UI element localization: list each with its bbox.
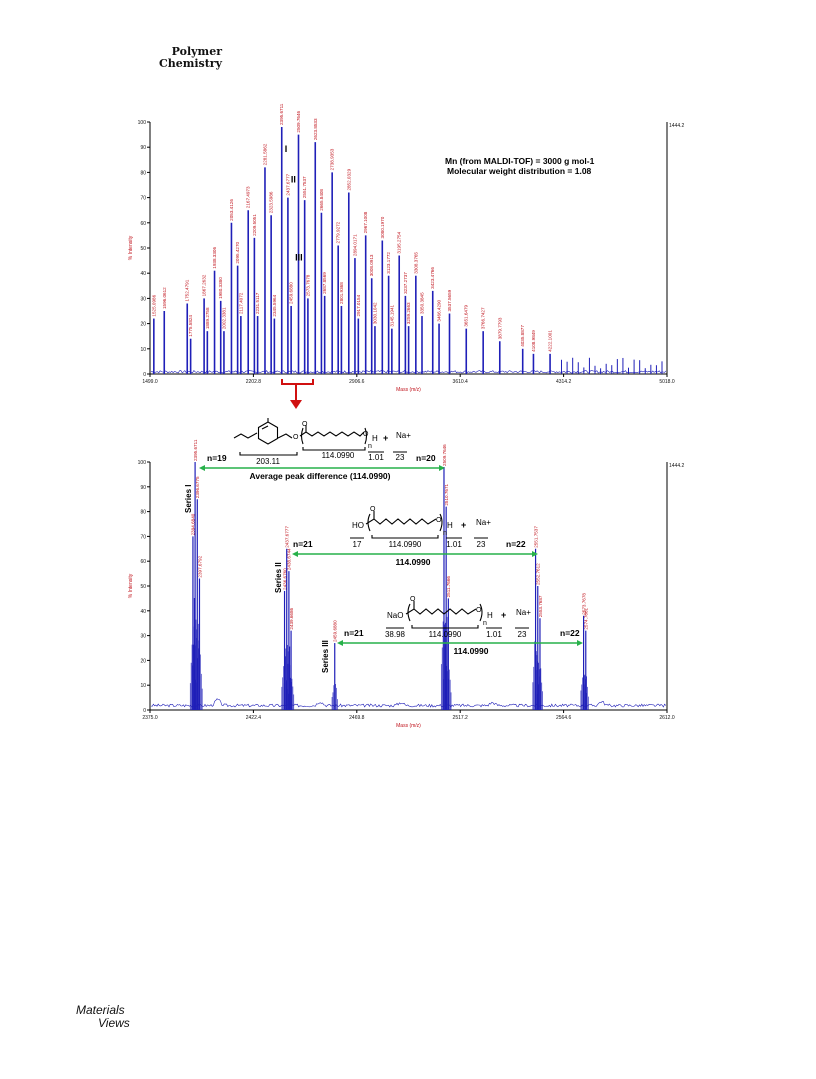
series-iii-3898: 38.98 [384, 630, 406, 639]
top-xlabel: Mass (m/z) [396, 387, 421, 393]
bottom-peak-label: 2395.6711 [192, 439, 198, 461]
series-iii-o-top: O [410, 596, 416, 603]
interval-3-arrow-head-right [577, 640, 583, 646]
series-ii-101: 1.01 [446, 540, 462, 549]
interval-2-right: n=22 [506, 539, 526, 549]
top-peak-label: 2917.0154 [355, 294, 361, 317]
bottom-peak-label: 2553.7687 [537, 595, 543, 618]
bottom-ytick-label: 90 [140, 484, 146, 491]
series-ii-plus: + [461, 520, 467, 530]
series-iii-structure [385, 596, 531, 639]
bottom-xlabel: Mass (m/z) [396, 723, 421, 729]
interval-1-right: n=20 [416, 453, 436, 463]
top-xtick-label: 4314.2 [555, 379, 572, 385]
top-ylabel: % Intensity [128, 235, 134, 261]
series-ii-chain [366, 519, 436, 524]
main-101: 1.01 [368, 453, 384, 462]
main-bracket-rep [303, 447, 365, 450]
bottom-peak-label: 2511.7666 [446, 576, 452, 598]
top-right-label: 1444.2 [669, 123, 685, 129]
bottom-peak-label: 2394.6840 [190, 513, 196, 536]
top-xtick-label: 2202.8 [245, 379, 262, 385]
top-ytick-label: 100 [137, 120, 146, 126]
top-peak-label: 1752.4791 [184, 279, 190, 302]
bottom-peak-label: 2396.6775 [195, 476, 201, 499]
main-23: 23 [395, 453, 405, 462]
bottom-ytick-label: 40 [140, 608, 146, 615]
allyl-chain [234, 433, 257, 438]
top-peak-label: 2573.7678 [305, 274, 311, 297]
bottom-xtick-label: 2612.0 [659, 715, 675, 721]
top-ytick-label: 80 [140, 170, 146, 177]
interval-1-arrow-head-left [199, 465, 205, 471]
bottom-ytick-label: 10 [140, 683, 146, 690]
top-series-mark-ii: II [290, 174, 296, 185]
top-ytick-label: 60 [140, 220, 146, 227]
top-peak-label: 2967.1008 [363, 211, 369, 234]
main-203: 203.11 [256, 457, 280, 466]
top-peak-label: 2053.4126 [228, 199, 234, 221]
series-iii-plus: + [501, 610, 507, 620]
top-peak-label: 2509.7646 [295, 110, 301, 133]
series-iii-o-end: O [476, 607, 482, 614]
top-peak-label: 2345.5964 [271, 294, 277, 317]
main-bracket-203 [240, 452, 297, 455]
interval-2-caption: 114.0990 [395, 557, 431, 567]
zoom-connector [0, 376, 816, 416]
top-peak-label: 3537.5659 [446, 289, 452, 312]
main-n: n [368, 443, 372, 450]
series-ii-rep: 114.0990 [388, 540, 422, 549]
ring-inner-bond [262, 426, 268, 429]
top-peak-label: 3030.1042 [372, 302, 378, 325]
bottom-ytick-label: 100 [137, 460, 146, 466]
top-peak-label: 3145.1941 [389, 304, 395, 327]
top-series-mark-i: I [284, 144, 288, 155]
top-peak-label: 4035.8877 [520, 325, 526, 347]
top-peak-label: 3879.7793 [497, 317, 503, 340]
top-peak-label: 3237.2737 [402, 272, 408, 294]
bottom-xtick-label: 2375.0 [142, 715, 158, 721]
bottom-peak-label: 2574.7661 [583, 607, 589, 630]
top-series-mark-iii: III [295, 252, 303, 263]
bottom-ytick-label: 80 [140, 509, 146, 516]
top-peak-label: 3308.3765 [413, 252, 419, 274]
bottom-xtick-label: 2564.6 [555, 715, 572, 721]
top-peak-label: 2395.6711 [279, 103, 285, 126]
allyloxy-chain [250, 418, 268, 422]
repeat-chain [300, 432, 364, 436]
bottom-peak-label: 2510.7671 [443, 483, 449, 506]
bottom-ytick-label: 60 [140, 559, 146, 566]
top-peak-label: 3466.4290 [436, 299, 442, 322]
carbonyl-o: O [302, 421, 308, 428]
top-peak-label: 2095.4270 [235, 241, 241, 264]
series-ii-label: Series II [274, 562, 283, 593]
journal-logo [158, 46, 222, 70]
series-iii-nao: NaO [387, 611, 404, 620]
bottom-spectrum-chart [0, 418, 816, 740]
main-plus: + [383, 433, 389, 443]
series-ii-bracket-rep [372, 535, 438, 538]
bottom-ytick-label: 70 [140, 534, 146, 541]
series-ii-23: 23 [476, 540, 486, 549]
series-ii-o-end: O [436, 517, 442, 524]
top-peak-label: 1889.2758 [204, 307, 210, 330]
top-mn-annotation: Mn (from MALDI-TOF) = 3000 g mol-1 [445, 156, 595, 166]
top-peak-label: 3008.0913 [369, 254, 375, 277]
bottom-xtick-label: 2517.2 [452, 715, 468, 721]
top-ytick-label: 50 [140, 246, 146, 252]
bottom-peak-label: 2551.7537 [533, 526, 539, 548]
series-ii-ho: HO [352, 521, 364, 530]
top-peak-label: 1867.2632 [201, 274, 207, 297]
series-ii-h: H [447, 521, 453, 530]
top-peak-label: 4222.1001 [547, 330, 553, 352]
bottom-peak-label: 2436.6760 [282, 568, 288, 590]
interval-2-left: n=21 [293, 539, 313, 549]
top-peak-label: 3350.3845 [419, 292, 425, 315]
ester-o: O [293, 434, 299, 441]
top-peak-label: 3259.2663 [406, 302, 412, 325]
aromatic-ring [259, 422, 278, 444]
top-ytick-label: 20 [140, 321, 146, 328]
top-peak-label: 1596.0612 [161, 287, 167, 309]
top-peak-label: 2623.8533 [312, 118, 318, 141]
materials-views-logo [74, 1000, 138, 1030]
journal-name-line2: Chemistry [158, 57, 222, 70]
bottom-peak-label: 2439.6686 [288, 607, 294, 630]
top-peak-label: 2281.5862 [262, 143, 268, 166]
top-peak-label: 2167.4973 [245, 186, 251, 209]
repeat-bracket-left [302, 428, 304, 444]
top-peak-label: 2779.9272 [335, 221, 341, 244]
top-ytick-label: 40 [140, 271, 146, 278]
top-spectrum-chart [0, 100, 816, 400]
main-h: H [372, 434, 378, 443]
series-iii-23: 23 [517, 630, 527, 639]
bottom-peak-label: 2437.6777 [284, 526, 290, 548]
top-peak-label: 3195.2754 [396, 231, 402, 254]
top-peak-label: 2459.6880 [288, 282, 294, 304]
series-iii-n: n [483, 620, 487, 627]
series-i-label: Series I [184, 484, 193, 513]
bottom-peak-label: 2509.7646 [441, 444, 447, 466]
top-peak-label: 1980.3380 [218, 277, 224, 299]
top-peak-label: 3080.1970 [379, 216, 385, 239]
top-peak-label: 1775.5824 [188, 315, 194, 337]
series-ii-o-top: O [370, 506, 376, 513]
main-structure [234, 418, 411, 466]
bottom-peak-label: 2397.6792 [197, 555, 203, 578]
top-peak-label: 3766.7427 [480, 307, 486, 330]
top-ytick-label: 0 [143, 372, 146, 378]
interval-3-right: n=22 [560, 628, 580, 638]
top-ytick-label: 10 [140, 346, 146, 353]
bottom-ylabel: % Intensity [128, 573, 134, 599]
top-ytick-label: 30 [140, 296, 146, 303]
top-xtick-label: 1499.0 [142, 379, 158, 385]
top-peak-label: 2551.7537 [302, 176, 308, 199]
top-peak-label: 2231.5117 [255, 292, 261, 315]
interval-1-caption: Average peak difference (114.0990) [249, 471, 391, 481]
zoom-bracket [282, 379, 313, 384]
series-ii-n: n [443, 530, 447, 537]
series-ii-structure [350, 506, 491, 549]
top-peak-label: 1525.0986 [151, 294, 157, 317]
top-peak-label: 2002.3381 [221, 307, 227, 330]
brand-line2: Views [98, 1016, 130, 1030]
series-iii-na: Na+ [516, 608, 531, 617]
top-peak-label: 2687.8569 [322, 272, 328, 294]
interval-3-caption: 114.0990 [453, 646, 489, 656]
bottom-peak-label: 2552.7612 [535, 563, 541, 585]
top-peak-label: 2117.4072 [238, 292, 244, 315]
interval-2-arrow-head-left [292, 551, 298, 557]
top-ytick-label: 90 [140, 145, 146, 152]
top-peak-label: 2437.6777 [285, 173, 291, 196]
top-peak-label: 3651.6479 [463, 304, 469, 327]
bottom-xtick-label: 2422.4 [245, 715, 262, 721]
top-peak-label: 2801.9368 [338, 282, 344, 304]
top-peak-label: 1938.3306 [212, 246, 218, 269]
top-peak-label: 2323.5986 [268, 191, 274, 214]
top-peak-label: 2738.9353 [329, 148, 335, 171]
interval-3-arrow-head-left [337, 640, 343, 646]
top-peak-label: 2894.0171 [352, 234, 358, 257]
interval-1-left: n=19 [207, 453, 227, 463]
chain-end-o: O [363, 431, 369, 438]
top-peak-label: 3423.4766 [430, 267, 436, 289]
top-xtick-label: 3610.4 [452, 379, 468, 385]
top-peak-label: 3123.1772 [386, 252, 392, 274]
series-iii-h: H [487, 611, 493, 620]
top-peak-label: 2852.0329 [346, 168, 352, 191]
bottom-xtick-label: 2469.8 [349, 715, 365, 721]
series-iii-label: Series III [321, 640, 330, 673]
main-na: Na+ [396, 431, 411, 440]
zoom-arrow-head [290, 400, 302, 409]
interval-3-left: n=21 [344, 628, 364, 638]
bottom-peak-label: 2438.6744 [286, 548, 292, 571]
series-iii-rep: 114.0990 [428, 630, 462, 639]
series-iii-chain [406, 609, 476, 614]
series-ii-na: Na+ [476, 518, 491, 527]
bottom-right-label: 1444.2 [669, 463, 685, 469]
top-mwd-annotation: Molecular weight distribution = 1.08 [447, 166, 592, 176]
bottom-ytick-label: 20 [140, 658, 146, 665]
top-xtick-label: 2906.6 [349, 379, 365, 385]
top-ytick-label: 70 [140, 195, 146, 202]
main-rep: 114.0990 [321, 451, 355, 460]
top-xtick-label: 5018.0 [659, 379, 675, 385]
top-peak-label: 2209.5051 [251, 214, 257, 236]
top-peak-label: 4108.9849 [530, 330, 536, 352]
bottom-ytick-label: 30 [140, 633, 146, 640]
benzyl-link [278, 434, 292, 438]
bottom-peak-label: 2459.6880 [332, 620, 338, 643]
bottom-peak-label: 2573.7678 [581, 593, 587, 615]
series-ii-17: 17 [352, 540, 362, 549]
bottom-ytick-label: 50 [140, 584, 146, 590]
top-peak-label: 2665.8408 [318, 189, 324, 211]
journal-name-line1: Polymer [171, 45, 222, 58]
bottom-ytick-label: 0 [143, 708, 146, 714]
series-iii-101: 1.01 [486, 630, 502, 639]
brand-line1: Materials [76, 1003, 125, 1017]
